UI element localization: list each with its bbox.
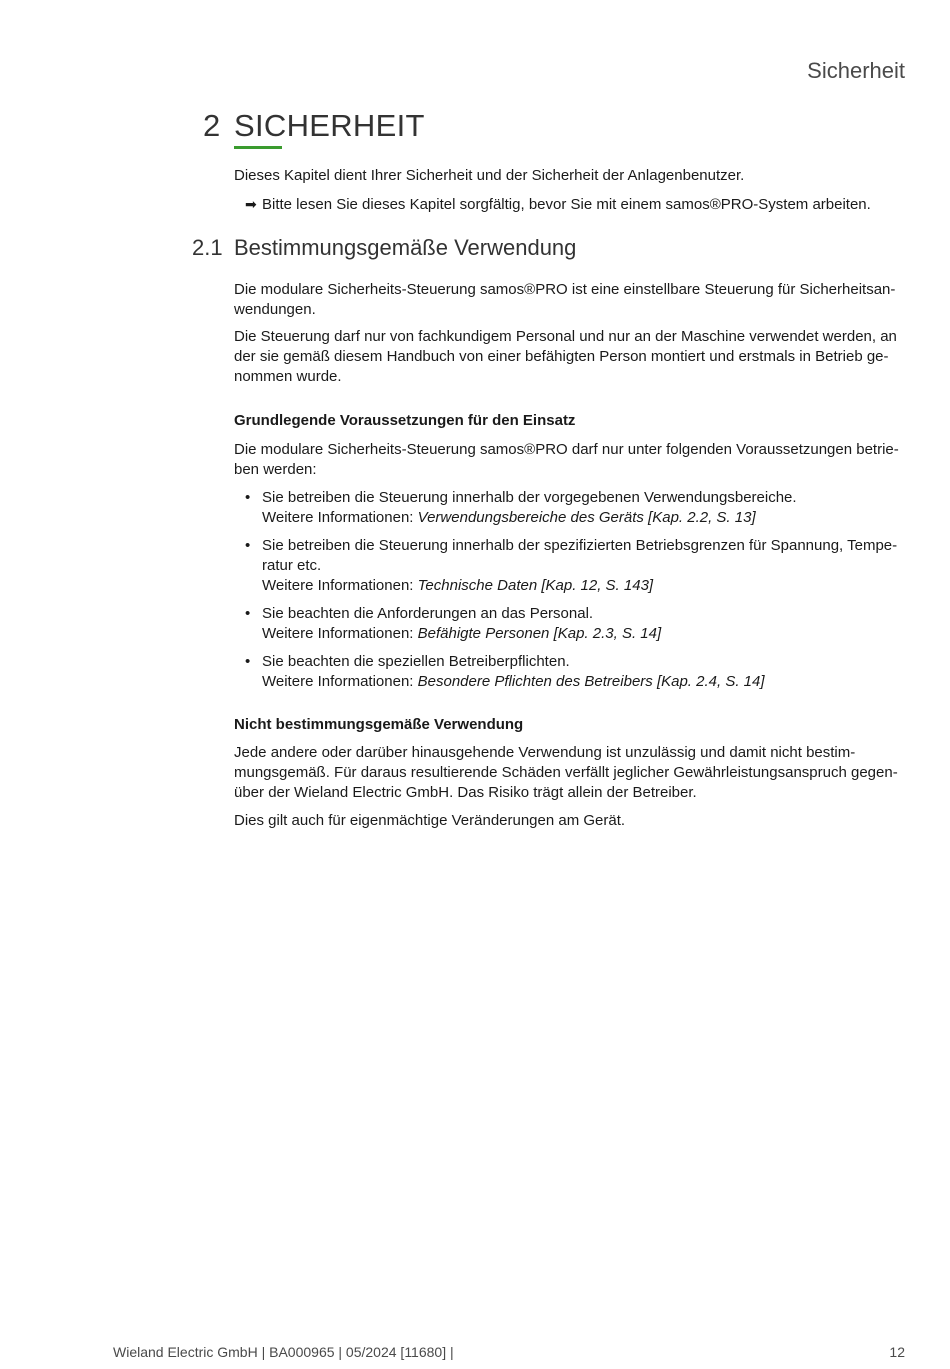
list-item: • Sie betreiben die Steuerung innerhalb der vorgegebenen Verwendungsbereiche. Weitere Informationen: Verwendungsbereiche des Geräts [Kap. 2.2, S. 13] bbox=[245, 489, 797, 526]
bullet-icon: • bbox=[245, 537, 251, 554]
list-item: • Sie betreiben die Steuerung innerhalb der spezifizierten Betriebsgrenzen für Spannung, Tempe- ratur etc. Weitere Informationen: Technische Daten [Kap. 12, S. 143] bbox=[245, 537, 898, 594]
requirements-heading: Grundlegende Voraussetzungen für den Einsatz bbox=[234, 412, 576, 429]
intro-paragraph: Dieses Kapitel dient Ihrer Sicherheit und der Sicherheit der Anlagenbenutzer. bbox=[234, 167, 745, 184]
cross-reference-link[interactable]: Befähigte Personen [Kap. 2.3, S. 14] bbox=[417, 625, 662, 642]
cross-reference-link[interactable]: Besondere Pflichten des Betreibers [Kap. 2.4, S. 14] bbox=[417, 673, 765, 690]
action-text: Bitte lesen Sie dieses Kapitel sorgfältig, bevor Sie mit einem samos®PRO-System arbeiten. bbox=[262, 196, 871, 213]
list-item: • Sie beachten die Anforderungen an das Personal. Weitere Informationen: Befähigte Personen [Kap. 2.3, S. 14] bbox=[245, 605, 662, 642]
page-number: 12 bbox=[889, 1344, 905, 1360]
list-item: • Sie beachten die speziellen Betreiberpflichten. Weitere Informationen: Besondere Pflichten des Betreibers [Kap. 2.4, S. 14] bbox=[245, 653, 765, 690]
cross-reference-link[interactable]: Technische Daten [Kap. 12, S. 143] bbox=[417, 577, 654, 594]
misuse-heading: Nicht bestimmungsgemäße Verwendung bbox=[234, 716, 524, 733]
chapter-underline bbox=[234, 146, 282, 149]
chapter-number: 2 bbox=[203, 108, 221, 143]
misuse-paragraph-1: Jede andere oder darüber hinausgehende Verwendung ist unzulässig und damit nicht bestim- mungsgemäß. Für daraus resultierende Schäden verfällt jeglicher Gewährleistungsanspruch gegen- über der Wieland Electric GmbH. Das Risiko trägt allein der Betreiber. bbox=[234, 744, 898, 801]
bullet-icon: • bbox=[245, 605, 251, 622]
arrow-right-icon: ➡ bbox=[245, 196, 257, 212]
bullet-icon: • bbox=[245, 489, 251, 506]
chapter-heading bbox=[203, 108, 425, 144]
action-instruction bbox=[245, 194, 871, 215]
chapter-title: SICHERHEIT bbox=[234, 108, 425, 143]
requirements-list bbox=[234, 488, 906, 700]
misuse-paragraph-2: Dies gilt auch für eigenmächtige Veränderungen am Gerät. bbox=[234, 812, 626, 829]
requirements-intro: Die modulare Sicherheits-Steuerung samos®PRO darf nur unter folgenden Voraussetzungen betrie- ben werden: bbox=[234, 441, 899, 478]
footer-imprint: Wieland Electric GmbH | BA000965 | 05/2024 [11680] | bbox=[113, 1344, 454, 1360]
section-paragraph-1: Die modulare Sicherheits-Steuerung samos®PRO ist eine einstellbare Steuerung für Sicherheitsan- wendungen. bbox=[234, 281, 896, 318]
running-header: Sicherheit bbox=[807, 58, 905, 83]
cross-reference-link[interactable]: Verwendungsbereiche des Geräts [Kap. 2.2, S. 13] bbox=[417, 509, 756, 526]
section-heading bbox=[192, 235, 576, 261]
section-title: Bestimmungsgemäße Verwendung bbox=[234, 235, 577, 260]
bullet-icon: • bbox=[245, 653, 251, 670]
section-paragraph-2: Die Steuerung darf nur von fachkundigem Personal und nur an der Maschine verwendet werden, an der sie gemäß diesem Handbuch von einer befähigten Person montiert und erstmals in Betrieb ge- nommen wurde. bbox=[234, 328, 897, 385]
section-number: 2.1 bbox=[192, 235, 223, 260]
